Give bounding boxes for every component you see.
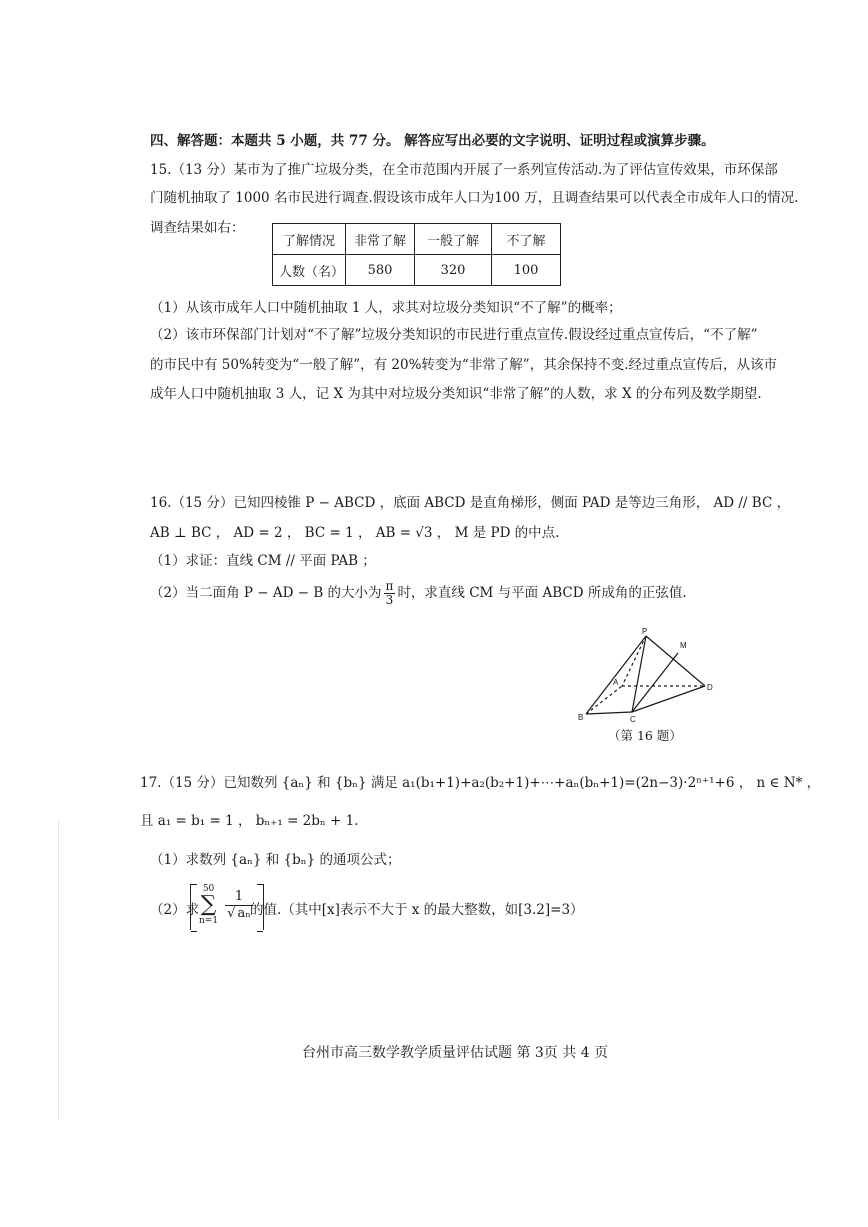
- q16-part2-post: 时，求直线 CM 与平面 ABCD 所成角的正弦值.: [397, 585, 687, 601]
- q17-part1: （1）求数列 {aₙ} 和 {bₙ} 的通项公式；: [150, 852, 401, 868]
- table-cell: 100: [492, 255, 561, 286]
- q15-part2-line2: 的市民中有 50%转变为“一般了解”，有 20%转变为“非常了解”，其余保持不变.经过重点宣传后，从该市: [150, 357, 777, 373]
- fraction-numerator: π: [385, 579, 394, 593]
- label-C: C: [630, 715, 636, 724]
- fraction-denominator: √ aₙ: [227, 905, 251, 921]
- edge-PC: [632, 636, 646, 712]
- section-header: 四、解答题：本题共 5 小题，共 77 分。 解答应写出必要的文字说明、证明过程或演算步骤。: [150, 133, 715, 149]
- q16-part2-pre: （2）当二面角 P − AD − B 的大小为: [150, 585, 382, 601]
- q17-part2-pre: （2）求: [150, 902, 200, 918]
- q17-part2-post: 的值.（其中[x]表示不大于 x 的最大整数，如[3.2]=3）: [250, 902, 584, 918]
- q17-line1: 17.（15 分）已知数列 {aₙ} 和 {bₙ} 满足 a₁(b₁+1)+a₂(b₂+1)+⋯+aₙ(bₙ+1)=(2n−3)·2ⁿ⁺¹+6 ， n ∈ N* ，: [140, 775, 821, 791]
- label-A: A: [613, 678, 619, 687]
- q15-line3: 调查结果如右：: [150, 220, 245, 236]
- pi-over-3-fraction: [384, 580, 396, 607]
- q15-part2-line3: 成年人口中随机抽取 3 人，记 X 为其中对垃圾分类知识“非常了解”的人数，求 X 的分布列及数学期望.: [150, 386, 762, 402]
- scan-edge-shadow: [58, 820, 59, 1120]
- q16-line2: AB ⊥ BC ， AD = 2 ， BC = 1 ， AB = √3 ， M 是 PD 的中点.: [150, 525, 560, 541]
- table-cell: 320: [415, 255, 492, 286]
- label-B: B: [578, 713, 584, 722]
- q17-line2: 且 a₁ = b₁ = 1 ， bₙ₊₁ = 2bₙ + 1.: [140, 813, 359, 829]
- table-cell: 人数（名）: [273, 255, 346, 286]
- fraction-numerator: 1: [225, 889, 253, 906]
- sigma-symbol: ∑: [200, 892, 217, 917]
- sqrt-radicand: aₙ: [237, 905, 251, 921]
- sum-upper-limit: 50: [202, 884, 215, 894]
- table-header-cell: 了解情况: [273, 224, 346, 255]
- table-header-cell: 非常了解: [346, 224, 415, 255]
- label-M: M: [680, 641, 687, 650]
- fraction-denominator: 3: [385, 593, 394, 607]
- summation: [199, 884, 218, 926]
- segment-CM: [632, 653, 678, 712]
- pyramid-figure: [570, 628, 720, 724]
- edge-PD: [646, 636, 705, 686]
- q16-part2: [150, 578, 687, 608]
- table-header-row: [273, 224, 561, 255]
- label-D: D: [707, 683, 713, 692]
- q15-line2: 门随机抽取了 1000 名市民进行调查.假设该市成年人口为100 万，且调查结果可以代表全市成年人口的情况.: [150, 190, 799, 206]
- table-row: [273, 255, 561, 286]
- q16-line1: 16.（15 分）已知四棱锥 P − ABCD ，底面 ABCD 是直角梯形，侧面 PAD 是等边三角形， AD // BC ，: [150, 495, 791, 511]
- table-header-cell: 一般了解: [415, 224, 492, 255]
- survey-table: [272, 223, 561, 286]
- table-cell: 580: [346, 255, 415, 286]
- label-P: P: [642, 628, 648, 636]
- figure-caption: （第 16 题）: [608, 728, 682, 743]
- table-header-cell: 不了解: [492, 224, 561, 255]
- sum-lower-limit: n=1: [199, 916, 219, 926]
- edge-PA-hidden: [622, 636, 646, 686]
- edge-BC: [586, 712, 632, 714]
- edge-CD: [632, 686, 705, 712]
- q15-part2-line1: （2）该市环保部门计划对“不了解”垃圾分类知识的市民进行重点宣传.假设经过重点宣传后，“不了解”: [150, 327, 758, 343]
- edge-PB: [586, 636, 646, 714]
- q16-part1: （1）求证：直线 CM // 平面 PAB ；: [150, 553, 376, 569]
- q15-line1: 15.（13 分）某市为了推广垃圾分类，在全市范围内开展了一系列宣传活动.为了评估宣传效果，市环保部: [150, 162, 778, 178]
- sum-fraction: [225, 889, 253, 922]
- page-footer: 台州市高三数学教学质量评估试题 第 3页 共 4 页: [302, 1045, 609, 1061]
- q15-part1: （1）从该市成年人口中随机抽取 1 人，求其对垃圾分类知识“不了解”的概率；: [150, 300, 622, 316]
